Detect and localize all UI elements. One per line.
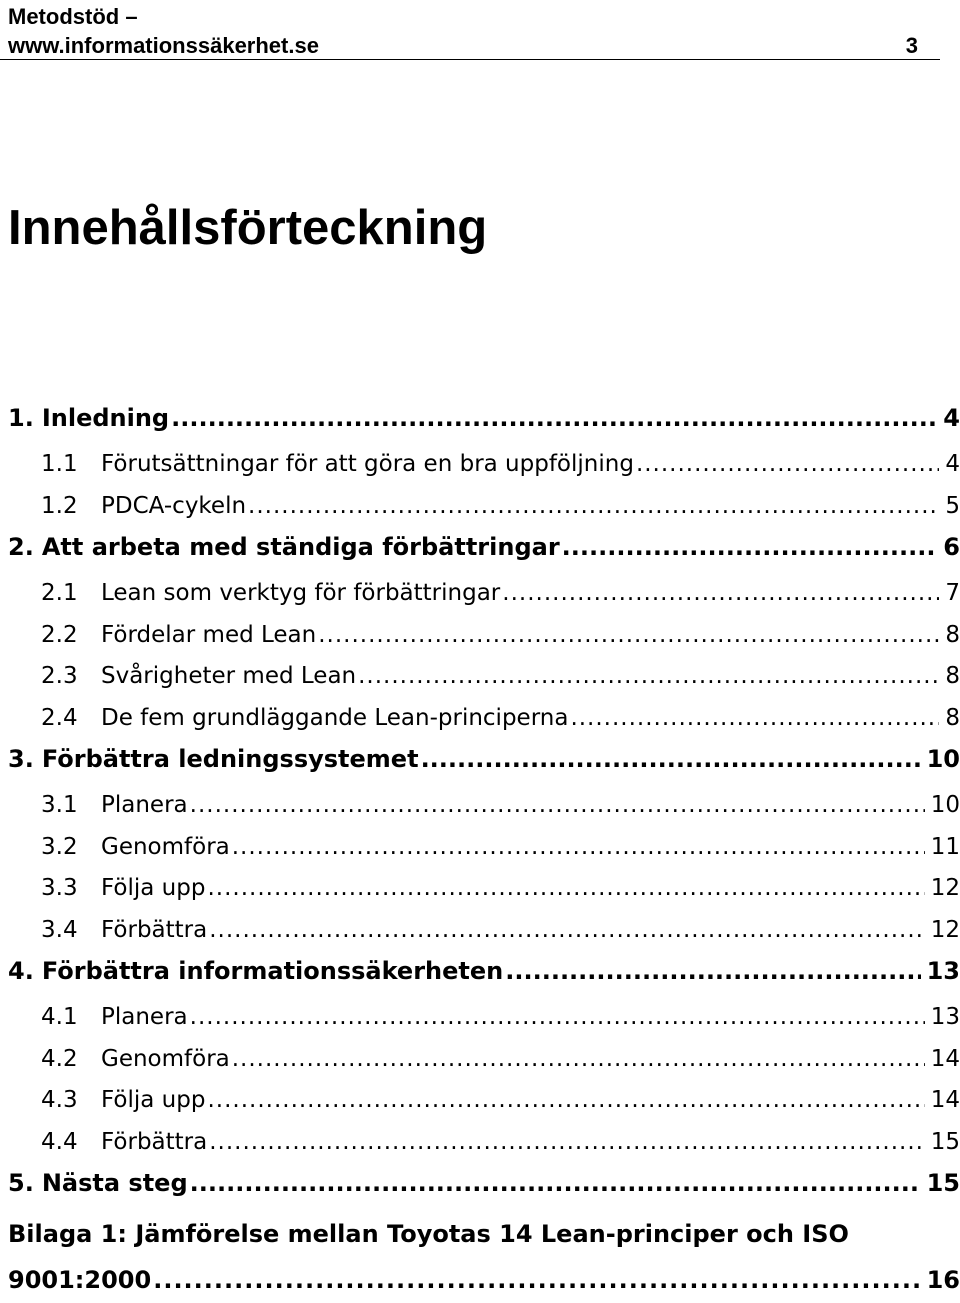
- toc-number: 3.1: [41, 792, 78, 818]
- toc-page: 10: [930, 792, 960, 818]
- toc-label: Förbättra ledningssystemet: [41, 745, 419, 773]
- toc-page: 5: [945, 492, 960, 519]
- toc-page: 6: [943, 533, 960, 561]
- toc-page: 4: [945, 451, 960, 477]
- toc-label: Förutsättningar för att göra en bra uppföljning: [101, 451, 634, 477]
- toc-entry-4[interactable]: [8, 953, 960, 999]
- toc-number: 3.: [8, 745, 34, 773]
- toc-entry-3-3[interactable]: [8, 870, 960, 912]
- toc-leader: [636, 446, 939, 482]
- toc-entry-appendix-1[interactable]: [8, 1211, 960, 1303]
- toc-page: 4: [943, 404, 960, 432]
- page-header: [8, 2, 940, 60]
- toc-number: 4.3: [41, 1087, 78, 1113]
- toc-entry-4-3[interactable]: [8, 1082, 960, 1124]
- page-title: Innehållsförteckning: [8, 201, 488, 255]
- toc-label: Svårigheter med Lean: [101, 663, 357, 689]
- toc-number: 4.: [8, 957, 34, 985]
- toc-entry-3-2[interactable]: [8, 829, 960, 871]
- toc-label: Genomföra: [101, 1045, 230, 1072]
- toc-label: Förbättra: [101, 916, 208, 943]
- toc-entry-2-1[interactable]: [8, 575, 960, 617]
- toc-entry-2-2[interactable]: [8, 617, 960, 659]
- toc-entry-2-3[interactable]: [8, 658, 960, 700]
- toc-label: Genomföra: [101, 833, 230, 860]
- toc-page: 14: [930, 1087, 960, 1113]
- toc-entry-4-1[interactable]: [8, 999, 960, 1041]
- toc-label: Förbättra: [101, 1128, 208, 1155]
- toc-entry-1-2[interactable]: [8, 488, 960, 530]
- toc-label: De fem grundläggande Lean-principerna: [101, 704, 569, 731]
- toc-page: 8: [945, 663, 960, 689]
- toc-leader: [505, 953, 920, 989]
- toc-page: 8: [945, 621, 960, 648]
- toc-leader: [232, 1041, 925, 1077]
- header-doc-type: Metodstöd –: [8, 4, 138, 29]
- toc-number: 1.: [8, 404, 34, 432]
- toc-label: Förbättra informationssäkerheten: [41, 957, 504, 985]
- toc-entry-3-1[interactable]: [8, 787, 960, 829]
- toc-number: 4.4: [41, 1128, 78, 1155]
- toc-page: 16: [926, 1266, 960, 1294]
- toc-label: Bilaga 1: Jämförelse mellan Toyotas 14 Lean-principer och ISO: [8, 1220, 849, 1248]
- toc-label: Följa upp: [101, 1087, 206, 1113]
- toc-entry-1[interactable]: [8, 400, 960, 446]
- toc-leader: [318, 617, 939, 653]
- toc-page: 14: [930, 1045, 960, 1072]
- toc-leader: [358, 658, 939, 694]
- toc-label: Fördelar med Lean: [101, 621, 317, 648]
- header-line: [8, 31, 940, 60]
- toc-number: 2.2: [41, 621, 78, 648]
- toc-entry-2-4[interactable]: [8, 700, 960, 742]
- toc-label-continued: 9001:2000: [8, 1266, 152, 1294]
- toc-leader: [421, 741, 921, 777]
- toc-label: Planera: [101, 792, 188, 818]
- toc-leader: [209, 912, 925, 948]
- toc-page: 8: [945, 704, 960, 731]
- table-of-contents: [8, 400, 960, 1303]
- header-divider: [0, 59, 940, 60]
- toc-label: Följa upp: [101, 875, 206, 901]
- toc-leader: [209, 1124, 925, 1160]
- toc-page: 15: [930, 1128, 960, 1155]
- toc-page: 12: [930, 875, 960, 901]
- toc-entry-4-2[interactable]: [8, 1041, 960, 1083]
- toc-number: 1.2: [41, 492, 78, 519]
- toc-leader: [248, 488, 939, 524]
- toc-entry-3[interactable]: [8, 741, 960, 787]
- toc-number: 2.4: [41, 704, 78, 731]
- toc-entry-2[interactable]: [8, 529, 960, 575]
- toc-entry-4-4[interactable]: [8, 1124, 960, 1166]
- toc-number: 3.3: [41, 875, 78, 901]
- toc-page: 7: [945, 580, 960, 606]
- toc-page: 12: [930, 916, 960, 943]
- toc-leader: [502, 575, 939, 611]
- header-page-number: 3: [905, 33, 918, 58]
- toc-label: Planera: [101, 1004, 188, 1030]
- toc-page: 10: [926, 745, 960, 773]
- toc-leader: [232, 829, 925, 865]
- toc-label: Att arbeta med ständiga förbättringar: [41, 533, 560, 561]
- toc-number: 2.1: [41, 580, 78, 606]
- toc-number: 4.1: [41, 1004, 78, 1030]
- toc-page: 11: [930, 833, 960, 860]
- toc-number: 4.2: [41, 1045, 78, 1072]
- toc-leader: [153, 1257, 920, 1303]
- toc-label: Lean som verktyg för förbättringar: [101, 580, 501, 606]
- toc-leader: [171, 400, 937, 436]
- toc-leader: [190, 999, 925, 1035]
- toc-page: 13: [930, 1004, 960, 1030]
- toc-number: 5.: [8, 1169, 34, 1197]
- toc-appendix-row: [8, 1257, 960, 1303]
- toc-entry-1-1[interactable]: [8, 446, 960, 488]
- toc-leader: [570, 700, 939, 736]
- toc-entry-3-4[interactable]: [8, 912, 960, 954]
- toc-entry-5[interactable]: [8, 1165, 960, 1211]
- toc-leader: [207, 1082, 924, 1118]
- toc-page: 15: [926, 1169, 960, 1197]
- toc-label: Nästa steg: [41, 1169, 188, 1197]
- toc-leader: [190, 1165, 921, 1201]
- toc-leader: [562, 529, 938, 565]
- toc-number: 2.: [8, 533, 34, 561]
- toc-label: Inledning: [41, 404, 170, 432]
- toc-number: 1.1: [41, 451, 78, 477]
- toc-number: 3.2: [41, 833, 78, 860]
- toc-number: 2.3: [41, 663, 78, 689]
- toc-page: 13: [926, 957, 960, 985]
- toc-leader: [190, 787, 925, 823]
- header-site-link[interactable]: www.informationssäkerhet.se: [8, 33, 319, 58]
- toc-label: PDCA-cykeln: [101, 492, 247, 519]
- toc-number: 3.4: [41, 916, 78, 943]
- toc-leader: [207, 870, 924, 906]
